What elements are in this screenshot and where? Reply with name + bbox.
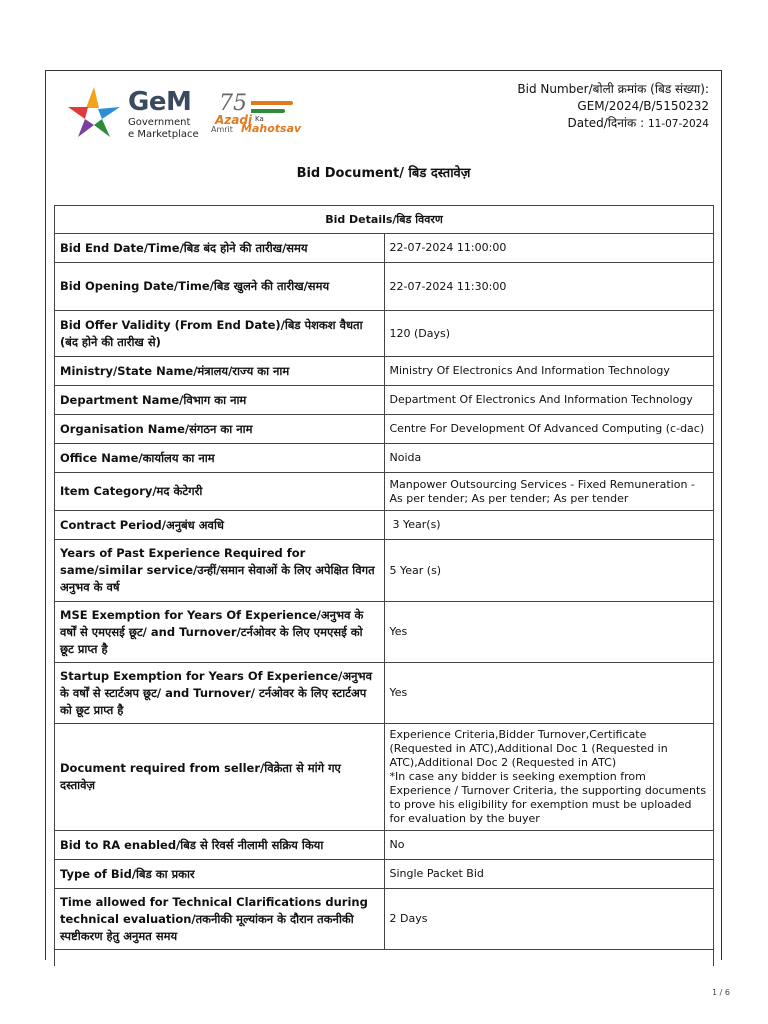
gem-star-icon [64, 83, 124, 141]
bid-details-table [54, 205, 714, 966]
row-label: Office Name/कार्यालय का नाम [55, 444, 385, 473]
row-label: Years of Past Experience Required for same/similar service/उन्हीं/समान सेवाओं के लिए अपेक्षित विगत अनुभव के वर्ष [55, 540, 385, 602]
row-value: Yes [384, 602, 714, 663]
row-value: Manpower Outsourcing Services - Fixed Remuneration - As per tender; As per tender; As per tender [384, 473, 714, 511]
table-row [55, 860, 714, 889]
row-label: Bid to RA enabled/बिड से रिवर्स नीलामी सक्रिय किया [55, 831, 385, 860]
table-row [55, 540, 714, 602]
bid-meta [517, 81, 709, 133]
azadi-ka-amrit-mahotsav-logo [211, 91, 301, 137]
table-row [55, 415, 714, 444]
table-row [55, 386, 714, 415]
dated-value: 11-07-2024 [647, 118, 709, 130]
row-value: 2 Days [384, 889, 714, 950]
row-value: No [384, 831, 714, 860]
row-label: Organisation Name/संगठन का नाम [55, 415, 385, 444]
table-row [55, 473, 714, 511]
table-row [55, 889, 714, 950]
row-label: Item Category/मद केटेगरी [55, 473, 385, 511]
table-row [55, 831, 714, 860]
table-heading: Bid Details/बिड विवरण [55, 206, 714, 234]
mahotsav-word: Mahotsav [241, 122, 302, 135]
row-label: Ministry/State Name/मंत्रालय/राज्य का नाम [55, 357, 385, 386]
ka-word: Ka [255, 115, 264, 123]
row-label: Type of Bid/बिड का प्रकार [55, 860, 385, 889]
row-value: Centre For Development Of Advanced Computing (c-dac) [384, 415, 714, 444]
gem-sub-government: Government [128, 117, 191, 128]
table-heading-row [55, 206, 714, 234]
gem-wordmark: GeM [128, 87, 192, 117]
row-label: Contract Period/अनुबंध अवधि [55, 511, 385, 540]
table-row [55, 357, 714, 386]
table-row [55, 511, 714, 540]
required-documents: Experience Criteria,Bidder Turnover,Certificate (Requested in ATC),Additional Doc 1 (Requested in ATC),Additional Doc 2 (Requested in ATC) [389, 728, 668, 769]
table-row [55, 263, 714, 311]
document-page [45, 70, 722, 960]
row-label: Time allowed for Technical Clarifications during technical evaluation/तकनीकी मूल्यांकन के दौरान तकनीकी स्पष्टीकरण हेतु अनुमत समय [55, 889, 385, 950]
table-row [55, 311, 714, 357]
row-value: 5 Year (s) [384, 540, 714, 602]
table-continuation-row [55, 950, 714, 966]
table-row [55, 444, 714, 473]
tricolor-icon [251, 101, 293, 113]
bid-number-label: Bid Number/बोली क्रमांक (बिड संख्या): [517, 82, 709, 96]
row-value: Yes [384, 663, 714, 724]
exemption-note: *In case any bidder is seeking exemption from Experience / Turnover Criteria, the supporting documents to prove his eligibility for exemption must be uploaded for evaluation by the buyer [389, 770, 707, 825]
azadi-word: Azadi [215, 113, 253, 127]
row-label: Bid Opening Date/Time/बिड खुलने की तारीख/समय [55, 263, 385, 311]
table-row [55, 724, 714, 831]
row-value: 22-07-2024 11:00:00 [384, 234, 714, 263]
azadi-75: 75 [219, 91, 247, 116]
row-value: Ministry Of Electronics And Information Technology [384, 357, 714, 386]
continuation-cell [55, 950, 714, 966]
document-title: Bid Document/ बिड दस्तावेज़ [296, 166, 471, 181]
row-value: 22-07-2024 11:30:00 [384, 263, 714, 311]
bid-number: GEM/2024/B/5150232 [577, 99, 709, 113]
row-label: MSE Exemption for Years Of Experience/अनुभव के वर्षों से एमएसई छूट/ and Turnover/टर्नओवर के लिए एमएसई को छूट प्राप्त है [55, 602, 385, 663]
row-value [384, 724, 714, 831]
page-number: 1 / 6 [712, 988, 730, 997]
document-header [46, 71, 721, 161]
row-value: 3 Year(s) [384, 511, 714, 540]
row-label: Document required from seller/विक्रेता से मांगे गए दस्तावेज़ [55, 724, 385, 831]
row-value: 120 (Days) [384, 311, 714, 357]
row-label: Startup Exemption for Years Of Experience/अनुभव के वर्षों से स्टार्टअप छूट/ and Turnover/ टर्नओवर के लिए स्टार्टअप को छूट प्राप्त है [55, 663, 385, 724]
row-value: Department Of Electronics And Information Technology [384, 386, 714, 415]
gem-logo [64, 83, 224, 141]
row-value: Single Packet Bid [384, 860, 714, 889]
row-value: Noida [384, 444, 714, 473]
row-label: Department Name/विभाग का नाम [55, 386, 385, 415]
table-row [55, 663, 714, 724]
bid-dated [517, 115, 709, 133]
amrit-word: Amrit [211, 125, 233, 134]
gem-sub-marketplace: e Marketplace [128, 129, 199, 140]
table-row [55, 602, 714, 663]
row-label: Bid Offer Validity (From End Date)/बिड पेशकश वैधता (बंद होने की तारीख से) [55, 311, 385, 357]
table-row [55, 234, 714, 263]
dated-label: Dated/दिनांक : [567, 116, 645, 130]
row-label: Bid End Date/Time/बिड बंद होने की तारीख/समय [55, 234, 385, 263]
